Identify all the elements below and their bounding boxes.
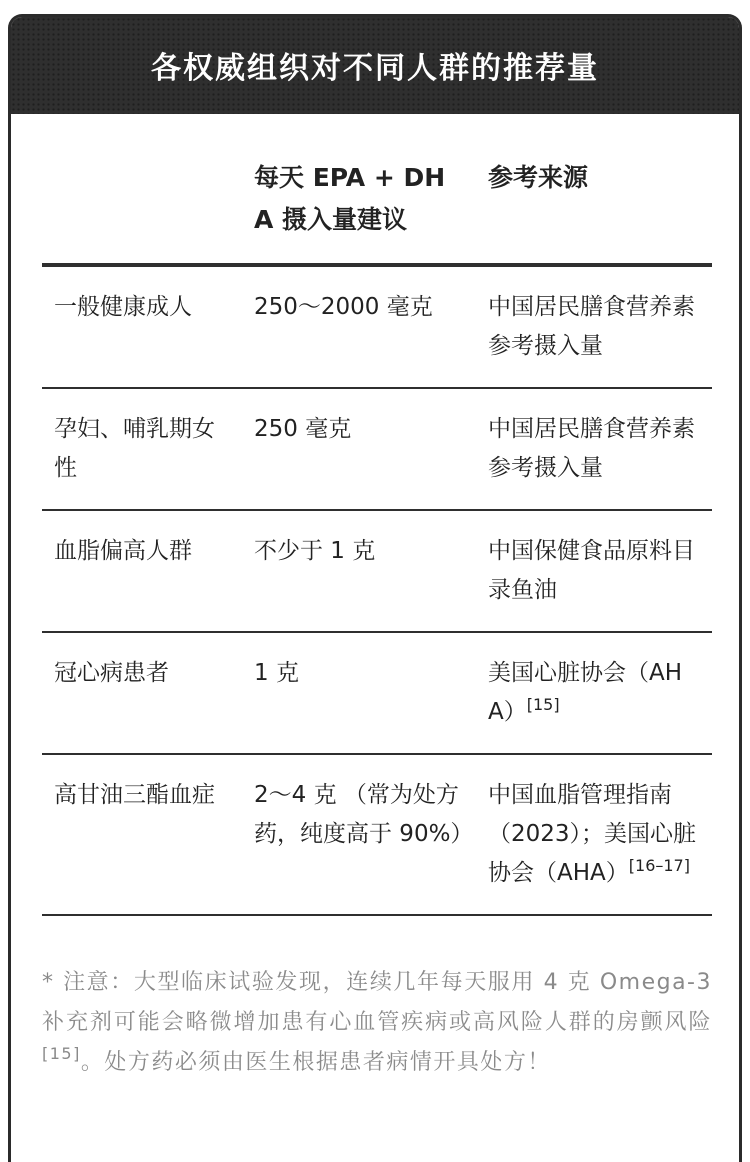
table-row <box>42 511 712 633</box>
source-cell <box>476 755 712 914</box>
source-text: 中国血脂管理指南（2023）；美国心脏协会（AHA） <box>488 782 697 886</box>
column-header-source: 参考来源 <box>488 163 589 192</box>
card-title: 各权威组织对不同人群的推荐量 <box>151 50 599 86</box>
population-cell: 冠心病患者 <box>54 660 169 686</box>
recommendation-table <box>42 157 712 916</box>
column-header-group <box>42 157 242 263</box>
source-text: 美国心脏协会（AHA） <box>488 660 683 725</box>
source-cell <box>476 511 712 631</box>
source-reference: [16–17] <box>628 856 690 875</box>
dose-cell: 1 克 <box>254 660 299 686</box>
table-header-row <box>42 157 712 267</box>
table-row <box>42 267 712 389</box>
footnote <box>42 963 712 1083</box>
population-cell: 高甘油三酯血症 <box>54 782 215 808</box>
table-row <box>42 633 712 755</box>
footnote-text: * 注意：大型临床试验发现，连续几年每天服用 4 克 Omega-3 补充剂可能会略微增加患有心血管疾病或高风险人群的房颤风险 <box>42 970 712 1035</box>
column-header-dose: 每天 EPA + DHA 摄入量建议 <box>254 163 446 234</box>
source-cell <box>476 633 712 753</box>
dose-cell: 250 毫克 <box>254 416 352 442</box>
source-reference: [15] <box>526 695 560 714</box>
table-row <box>42 389 712 511</box>
dose-cell: 2～4 克 （常为处方药，纯度高于 90%） <box>254 782 474 847</box>
source-text: 中国居民膳食营养素参考摄入量 <box>488 294 695 359</box>
card-header <box>11 17 739 114</box>
source-cell <box>476 267 712 387</box>
population-cell: 血脂偏高人群 <box>54 538 192 564</box>
source-cell <box>476 389 712 509</box>
dose-cell: 250～2000 毫克 <box>254 294 433 320</box>
dose-cell: 不少于 1 克 <box>254 538 376 564</box>
population-cell: 一般健康成人 <box>54 294 192 320</box>
footnote-reference: [15] <box>42 1044 81 1063</box>
population-cell: 孕妇、哺乳期女性 <box>54 416 215 481</box>
recommendation-card <box>8 14 742 1162</box>
table-row <box>42 755 712 916</box>
source-text: 中国保健食品原料目录鱼油 <box>488 538 695 603</box>
footnote-text-end: 。处方药必须由医生根据患者病情开具处方！ <box>80 1050 551 1075</box>
source-text: 中国居民膳食营养素参考摄入量 <box>488 416 695 481</box>
